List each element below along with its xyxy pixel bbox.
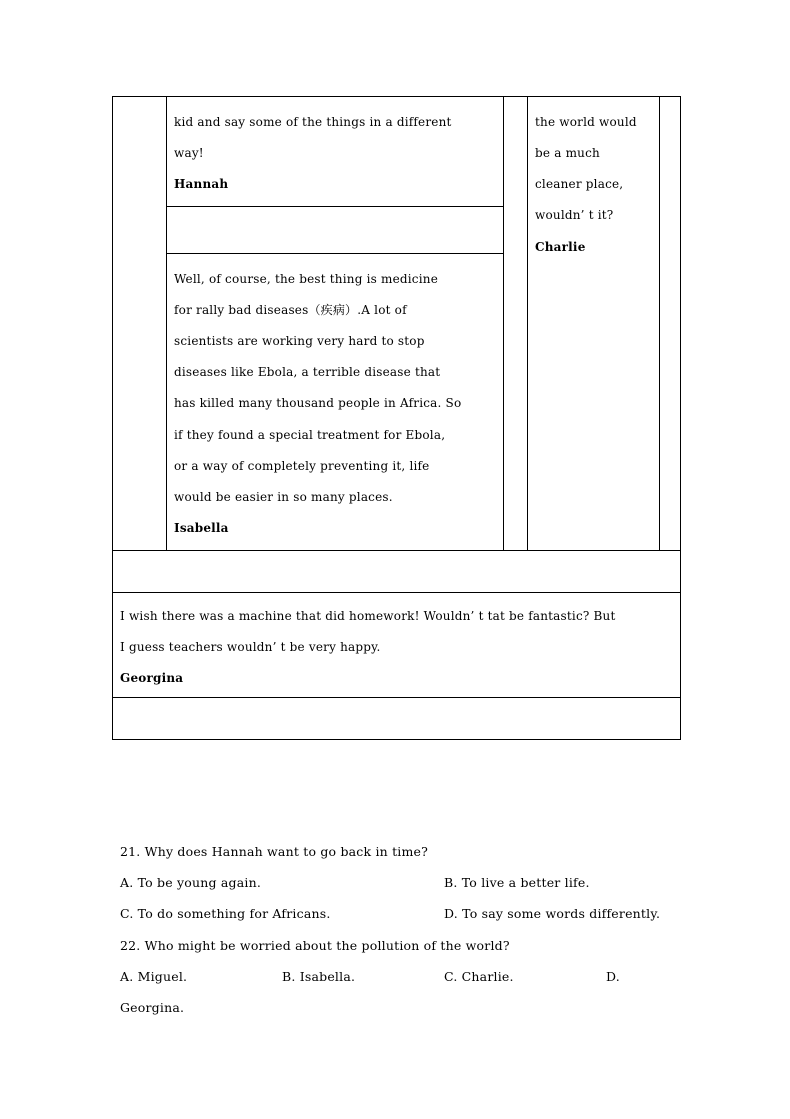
option-a: A. To be young again. (120, 875, 262, 890)
isabella-line: diseases like Ebola, a terrible disease that (174, 365, 441, 379)
question-stem: 21. Why does Hannah want to go back in time? (120, 844, 429, 859)
option-d: D. (606, 969, 620, 984)
column-divider (527, 96, 528, 551)
isabella-name: Isabella (174, 521, 229, 535)
hannah-line: way! (174, 146, 204, 160)
hannah-line: kid and say some of the things in a different (174, 115, 452, 129)
column-divider (166, 96, 167, 551)
option-d: D. To say some words differently. (444, 906, 661, 921)
isabella-line: would be easier in so many places. (174, 490, 393, 504)
question-stem: 22. Who might be worried about the pollution of the world? (120, 938, 510, 953)
charlie-name: Charlie (535, 240, 586, 254)
option-c: C. To do something for Africans. (120, 906, 331, 921)
row-divider (112, 550, 681, 551)
isabella-line: has killed many thousand people in Africa. So (174, 396, 462, 410)
charlie-line: wouldn’ t it? (535, 208, 614, 222)
charlie-line: be a much (535, 146, 600, 160)
isabella-line: or a way of completely preventing it, life (174, 459, 430, 473)
georgina-line: I wish there was a machine that did homework! Wouldn’ t tat be fantastic? But (120, 609, 616, 623)
option-a: A. Miguel. (120, 969, 188, 984)
charlie-line: cleaner place, (535, 177, 624, 191)
option-b: B. Isabella. (282, 969, 356, 984)
row-divider (166, 253, 504, 254)
isabella-line: Well, of course, the best thing is medicine (174, 272, 438, 286)
isabella-line: if they found a special treatment for Ebola, (174, 428, 446, 442)
option-d-continued: Georgina. (120, 1000, 185, 1015)
isabella-line: scientists are working very hard to stop (174, 334, 425, 348)
option-c: C. Charlie. (444, 969, 514, 984)
georgina-line: I guess teachers wouldn’ t be very happy. (120, 640, 381, 654)
column-divider (503, 96, 504, 551)
georgina-name: Georgina (120, 671, 184, 685)
charlie-line: the world would (535, 115, 637, 129)
row-divider (112, 697, 681, 698)
isabella-line: for rally bad diseases（疾病）.A lot of (174, 303, 407, 317)
hannah-name: Hannah (174, 177, 229, 191)
row-divider (112, 592, 681, 593)
option-b: B. To live a better life. (444, 875, 590, 890)
column-divider (659, 96, 660, 551)
row-divider (166, 206, 504, 207)
